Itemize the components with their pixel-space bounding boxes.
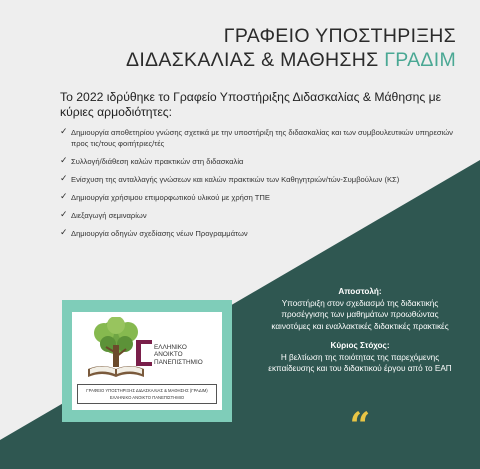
list-item bbox=[60, 211, 460, 222]
responsibilities-list bbox=[60, 128, 460, 247]
title-line-2-main: ΔΙΔΑΣΚΑΛΙΑΣ & ΜΑΘΗΣΗΣ bbox=[126, 49, 385, 71]
list-item-text: Δημιουργία αποθετηρίου γνώσης σχετικά με την υποστήριξη της διδασκαλίας και των συμβουλευτικών υπηρεσιών προς τις/τους φοιτήτριες/τές bbox=[71, 128, 453, 148]
logo-caption bbox=[77, 384, 217, 404]
mission-heading: Αποστολή: bbox=[338, 287, 382, 296]
quote-mark-icon: “ bbox=[349, 405, 371, 447]
check-icon: ✓ bbox=[60, 227, 68, 238]
list-item-text: Δημιουργία χρήσιμου επιμορφωτικού υλικού με χρήση ΤΠΕ bbox=[71, 192, 270, 202]
list-item bbox=[60, 157, 460, 168]
university-name-line-3: ΠΑΝΕΠΙΣΤΗΜΙΟ bbox=[154, 358, 203, 366]
list-item bbox=[60, 193, 460, 204]
title-accent: ΓΡΑΔΙΜ bbox=[384, 49, 456, 71]
goal-text: Η βελτίωση της ποιότητας της παρεχόμενης εκπαίδευσης και του διδακτικού έργου από το ΕΑΠ bbox=[268, 352, 452, 373]
list-item-text: Συλλογή/διάθεση καλών πρακτικών στη διδασκαλία bbox=[71, 156, 244, 166]
list-item-text: Δημιουργία οδηγών σχεδίασης νέων Προγραμμάτων bbox=[71, 228, 248, 238]
brand-mark-icon bbox=[136, 340, 152, 366]
university-name-line-1: ΕΛΛΗΝΙΚΟ bbox=[154, 344, 187, 351]
list-item bbox=[60, 175, 460, 186]
mission-text: Υποστήριξη στον σχεδιασμό της διδακτικής προσέγγισης των μαθημάτων προωθώντας καινοτόμες και εναλλακτικές διδακτικές πρακτικές bbox=[271, 298, 449, 331]
university-name-line-2: ΑΝΟΙΚΤΟ bbox=[154, 351, 183, 359]
list-item bbox=[60, 128, 460, 149]
title-line-1: ΓΡΑΦΕΙΟ ΥΠΟΣΤΗΡΙΞΗΣ bbox=[223, 25, 456, 47]
goal-heading: Κύριος Στόχος: bbox=[330, 341, 390, 350]
list-item-text: Ενίσχυση της ανταλλαγής γνώσεων και καλών πρακτικών των Καθηγητριών/τών-Συμβούλων (ΚΣ) bbox=[71, 174, 400, 184]
logo-caption-line-1: ΓΡΑΦΕΙΟ ΥΠΟΣΤΗΡΙΞΗΣ ΔΙΔΑΣΚΑΛΙΑΣ & ΜΑΘΗΣΗΣ (ΓΡΑΔΙΜ) bbox=[86, 388, 208, 393]
check-icon: ✓ bbox=[60, 191, 68, 202]
list-item bbox=[60, 229, 460, 240]
logo-caption-line-2: ΕΛΛΗΝΙΚΟ ΑΝΟΙΚΤΟ ΠΑΝΕΠΙΣΤΗΜΙΟ bbox=[109, 395, 185, 400]
university-name bbox=[154, 344, 224, 366]
intro-text: Το 2022 ιδρύθηκε το Γραφείο Υποστήριξης Διδασκαλίας & Μάθησης με κύριες αρμοδιότητες: bbox=[60, 90, 442, 119]
page-title bbox=[126, 24, 456, 72]
logo-card bbox=[62, 300, 232, 422]
check-icon: ✓ bbox=[60, 155, 68, 166]
check-icon: ✓ bbox=[60, 173, 68, 184]
list-item-text: Διεξαγωγή σεμιναρίων bbox=[71, 210, 147, 220]
logo-panel bbox=[72, 312, 222, 410]
check-icon: ✓ bbox=[60, 209, 68, 220]
mission-block bbox=[262, 286, 458, 375]
check-icon: ✓ bbox=[60, 127, 68, 137]
title-line-2 bbox=[126, 48, 456, 72]
